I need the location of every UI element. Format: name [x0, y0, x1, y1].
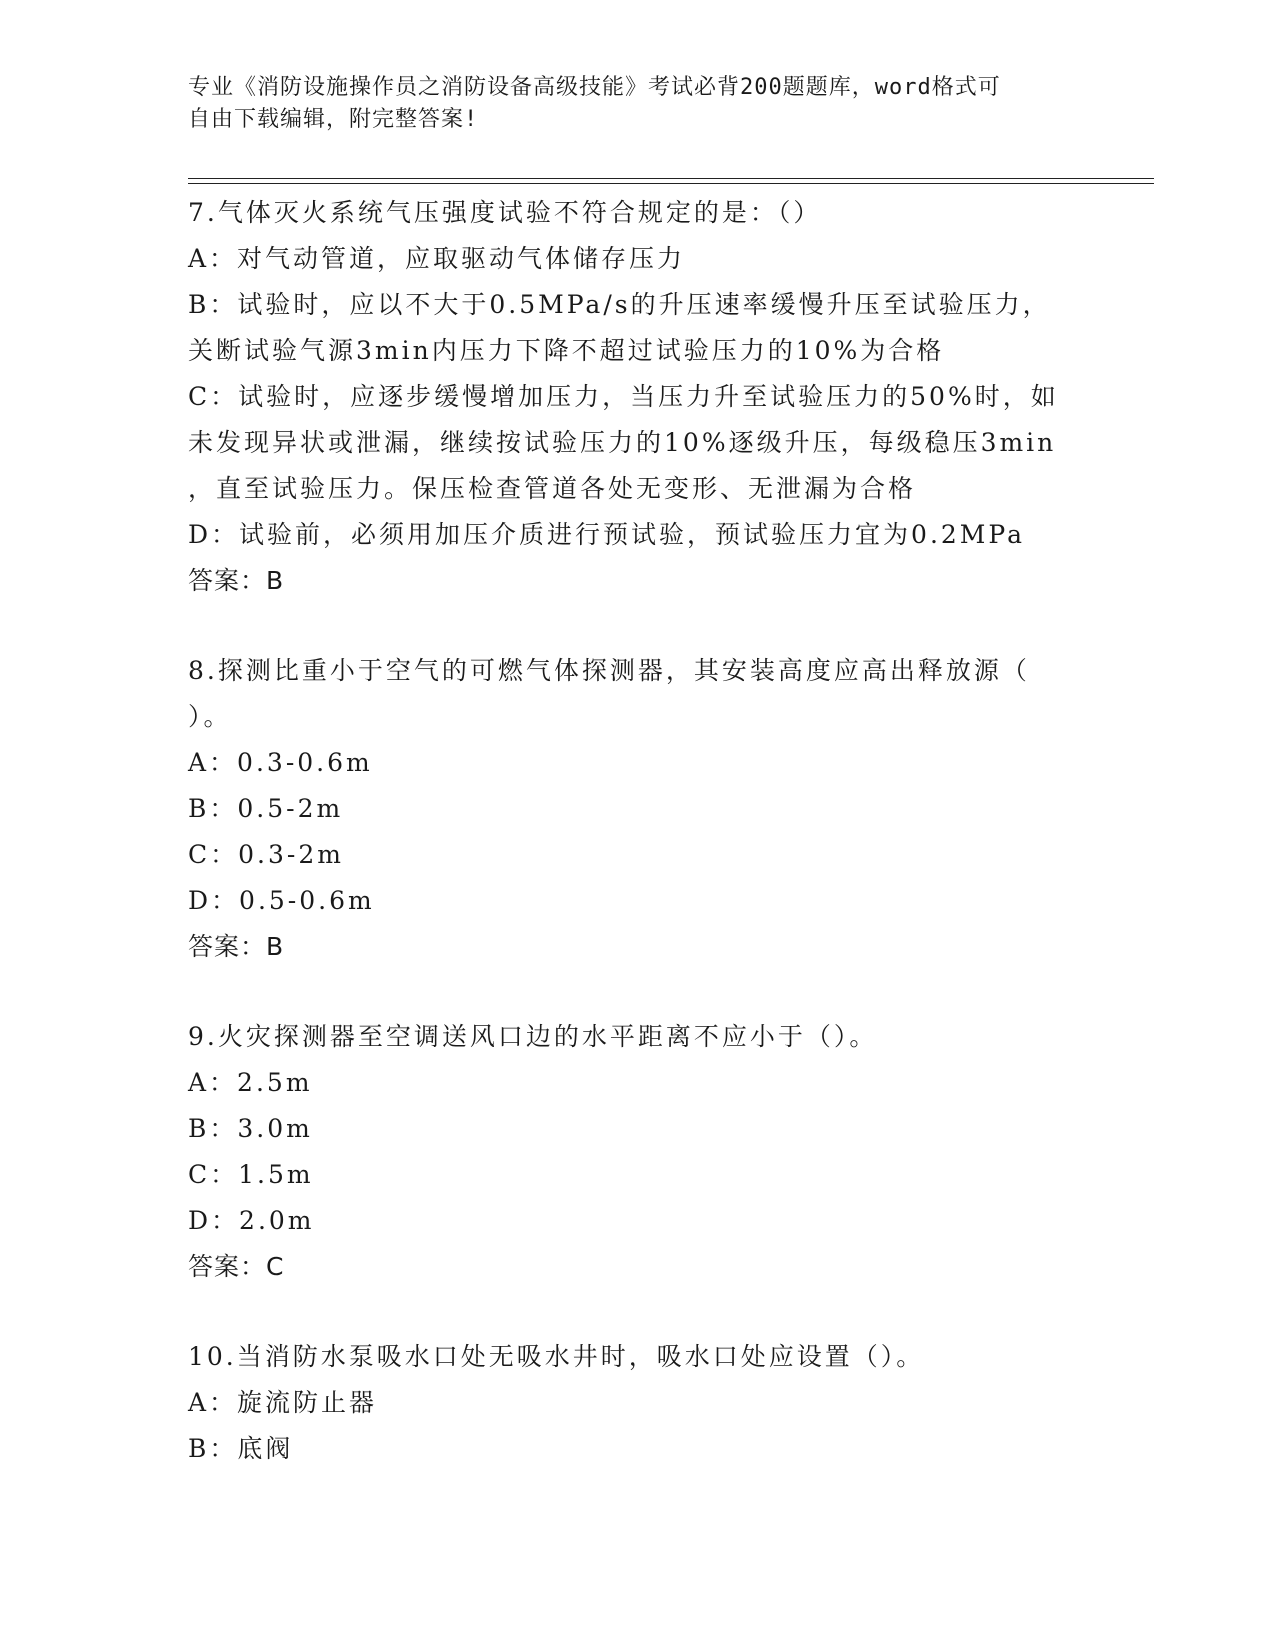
answer-label: 答案：C: [188, 1252, 285, 1281]
answer-label: 答案：B: [188, 932, 285, 961]
option-b: B：试验时，应以不大于0.5MPa/s的升压速率缓慢升压至试验压力，: [188, 290, 1051, 319]
option-d: D：2.0m: [188, 1206, 315, 1235]
option-a: A：旋流防止器: [188, 1388, 378, 1417]
header-divider-top: [188, 178, 1154, 179]
option-b: B：底阀: [188, 1434, 294, 1463]
option-b: B：3.0m: [188, 1114, 313, 1143]
option-c: C：试验时，应逐步缓慢增加压力，当压力升至试验压力的50%时，如: [188, 382, 1059, 411]
header-title-line-2: 自由下载编辑，附完整答案!: [188, 107, 479, 132]
header-title-line-1: 专业《消防设施操作员之消防设备高级技能》考试必背200题题库，word格式可: [188, 75, 1001, 100]
option-a: A：对气动管道，应取驱动气体储存压力: [188, 244, 686, 273]
option-d: D：0.5-0.6m: [188, 886, 375, 915]
question-stem: 7.气体灭火系统气压强度试验不符合规定的是：（）: [188, 198, 822, 227]
option-b-continued: 关断试验气源3min内压力下降不超过试验压力的10%为合格: [188, 336, 945, 365]
question-spacer: [188, 604, 1088, 648]
question-block-9: [188, 1014, 1088, 1290]
question-spacer: [188, 1290, 1088, 1334]
document-header: [188, 72, 1068, 136]
option-a: A：0.3-0.6m: [188, 748, 373, 777]
question-block-10: [188, 1334, 1088, 1472]
question-block-7: [188, 190, 1088, 604]
question-block-8: [188, 648, 1088, 970]
question-spacer: [188, 970, 1088, 1014]
option-c-continued: ，直至试验压力。保压检查管道各处无变形、无泄漏为合格: [188, 474, 917, 503]
question-stem-continued: ）。: [188, 702, 232, 731]
header-divider-bottom: [188, 183, 1154, 184]
answer-label: 答案：B: [188, 566, 285, 595]
option-a: A：2.5m: [188, 1068, 313, 1097]
option-d: D：试验前，必须用加压介质进行预试验，预试验压力宜为0.2MPa: [188, 520, 1026, 549]
option-c-continued: 未发现异状或泄漏，继续按试验压力的10%逐级升压，每级稳压3min: [188, 428, 1057, 457]
question-list: [188, 190, 1088, 1472]
option-b: B：0.5-2m: [188, 794, 344, 823]
question-stem: 8.探测比重小于空气的可燃气体探测器，其安装高度应高出释放源（: [188, 656, 1030, 685]
question-stem: 9.火灾探测器至空调送风口边的水平距离不应小于（）。: [188, 1022, 878, 1051]
option-c: C：0.3-2m: [188, 840, 344, 869]
question-stem: 10.当消防水泵吸水口处无吸水井时，吸水口处应设置（）。: [188, 1342, 925, 1371]
option-c: C：1.5m: [188, 1160, 314, 1189]
